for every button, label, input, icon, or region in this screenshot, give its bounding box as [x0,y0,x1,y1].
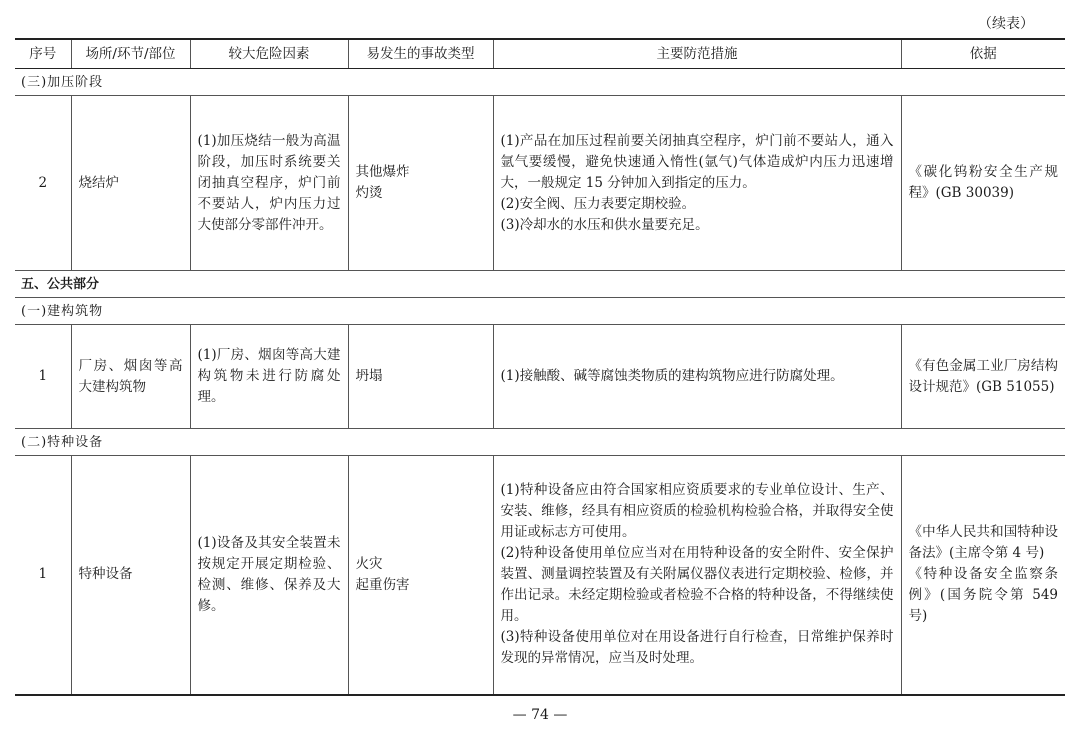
measure-item: (1)接触酸、碱等腐蚀类物质的建构筑物应进行防腐处理。 [500,368,844,384]
header-basis: 依据 [901,39,1065,69]
section-title: (三)加压阶段 [15,69,1065,96]
accident-line: 灼烫 [355,185,383,201]
row-hazard: (1)设备及其安全装置未按规定开展定期检验、检测、维修、保养及大修。 [190,456,348,695]
accident-line: 坍塌 [355,368,383,384]
measure-item: (3)特种设备使用单位对在用设备进行自行检查，日常维护保养时发现的异常情况，应当及时处理。 [500,629,894,667]
accident-line: 其他爆炸 [355,164,410,180]
measure-item: (1)产品在加压过程前要关闭抽真空程序，炉门前不要站人，通入氩气要缓慢，避免快速通入惰性(氩气)气体造成炉内压力迅速增大，一般规定 15 分钟加入到指定的压力。 [500,132,894,191]
row-measures [493,325,901,429]
header-hazard: 较大危险因素 [190,39,348,69]
accident-line: 起重伤害 [355,576,410,593]
row-accident [348,456,493,695]
section-title: (二)特种设备 [15,429,1065,456]
basis-line: 《中华人民共和国特种设备法》(主席令第 4 号) [908,524,1058,562]
row-basis [901,456,1065,695]
table-row [15,96,1065,271]
continued-label: （续表） [978,16,1034,32]
section-title: 五、公共部分 [15,271,1065,298]
header-measures: 主要防范措施 [493,39,901,69]
header-place: 场所/环节/部位 [71,39,190,69]
table-header-row [15,39,1065,69]
row-place: 烧结炉 [71,96,190,271]
row-place: 厂房、烟囱等高大建构筑物 [71,325,190,429]
measure-item: (1)特种设备应由符合国家相应资质要求的专业单位设计、生产、安装、维修，经具有相应资质的检验机构检验合格，并取得安全使用证或标志方可使用。 [500,482,894,541]
measure-item: (3)冷却水的水压和供水量要充足。 [500,216,709,233]
measure-item: (2)特种设备使用单位应当对在用特种设备的安全附件、安全保护装置、测量调控装置及有关附属仪器仪表进行定期校验、检修，并作出记录。未经定期检验或者检验不合格的特种设备，不得继续使用。 [500,545,894,625]
row-measures [493,96,901,271]
row-hazard: (1)厂房、烟囱等高大建构筑物未进行防腐处理。 [190,325,348,429]
table-row [15,325,1065,429]
measure-item: (2)安全阀、压力表要定期校验。 [500,195,696,212]
row-measures [493,456,901,695]
row-no: 1 [15,325,71,429]
page-number: — 74 — [512,707,568,723]
row-no: 2 [15,96,71,271]
basis-line: 《有色金属工业厂房结构设计规范》(GB 51055) [908,357,1058,395]
section-row [15,298,1065,325]
basis-line: 《碳化钨粉安全生产规程》(GB 30039) [908,164,1058,201]
table-row [15,456,1065,695]
basis-line: 《特种设备安全监察条例》(国务院令第 549 号) [908,566,1058,625]
header-accident: 易发生的事故类型 [348,39,493,69]
header-no: 序号 [15,39,71,69]
row-basis [901,96,1065,271]
safety-measures-table [15,38,1065,696]
row-place: 特种设备 [71,456,190,695]
section-row [15,69,1065,96]
row-no: 1 [15,456,71,695]
row-accident [348,96,493,271]
section-row [15,271,1065,298]
row-basis [901,325,1065,429]
accident-line: 火灾 [355,555,383,572]
row-hazard: (1)加压烧结一般为高温阶段，加压时系统要关闭抽真空程序，炉门前不要站人，炉内压力过大使部分零部件冲开。 [190,96,348,271]
row-accident [348,325,493,429]
section-row [15,429,1065,456]
section-title: (一)建构筑物 [15,298,1065,325]
